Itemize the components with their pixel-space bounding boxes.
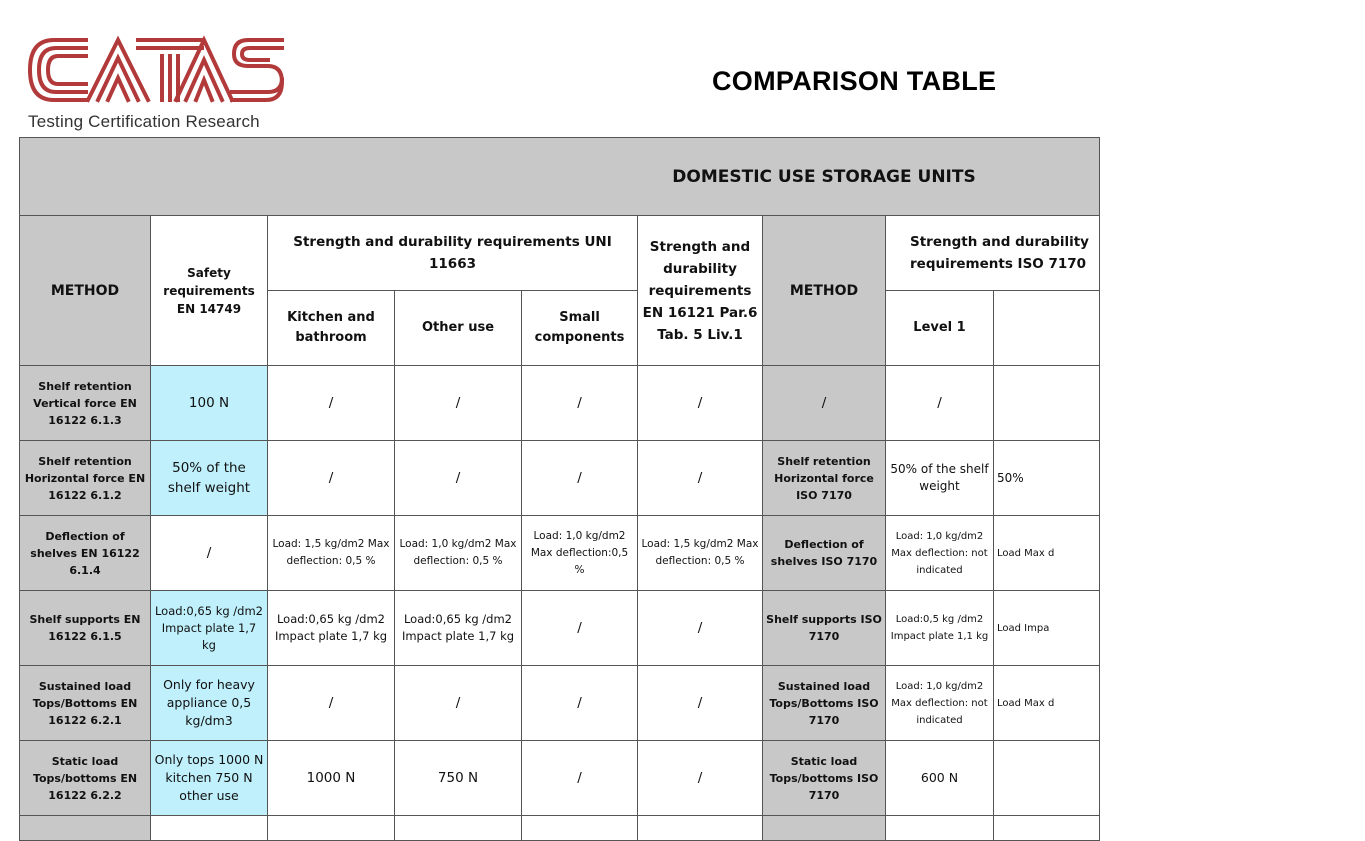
row-method2 — [763, 816, 886, 841]
table-row — [20, 366, 1100, 441]
row-method2: Shelf retention Horizontal force ISO 7170 — [763, 441, 886, 516]
row-kitchen: Load:0,65 kg /dm2 Impact plate 1,7 kg — [268, 591, 395, 666]
row-method2: / — [763, 366, 886, 441]
row-small: / — [522, 666, 638, 741]
row-small — [522, 816, 638, 841]
row-small: / — [522, 366, 638, 441]
uni-sub-small: Small components — [522, 291, 638, 366]
iso-header: Strength and durability requirements ISO 7170 — [886, 216, 1100, 291]
iso-sub-level1: Level 1 — [886, 291, 994, 366]
table-row-partial — [20, 816, 1100, 841]
uni-header: Strength and durability requirements UNI 11663 — [268, 216, 638, 291]
row-safety: Only tops 1000 N kitchen 750 N other use — [151, 741, 268, 816]
row-kitchen: 1000 N — [268, 741, 395, 816]
row-level2: Load Max d — [994, 516, 1100, 591]
row-safety: / — [151, 516, 268, 591]
method2-header: METHOD — [763, 216, 886, 366]
row-level1 — [886, 816, 994, 841]
table-row — [20, 516, 1100, 591]
row-method: Shelf supports EN 16122 6.1.5 — [20, 591, 151, 666]
row-method: Deflection of shelves EN 16122 6.1.4 — [20, 516, 151, 591]
row-kitchen — [268, 816, 395, 841]
row-level2 — [994, 816, 1100, 841]
row-safety — [151, 816, 268, 841]
table-banner — [20, 138, 1100, 216]
row-other: / — [395, 666, 522, 741]
row-en16121 — [638, 816, 763, 841]
method-header: METHOD — [20, 216, 151, 366]
row-en16121: Load: 1,5 kg/dm2 Max deflection: 0,5 % — [638, 516, 763, 591]
row-safety: Only for heavy appliance 0,5 kg/dm3 — [151, 666, 268, 741]
row-kitchen: Load: 1,5 kg/dm2 Max deflection: 0,5 % — [268, 516, 395, 591]
table-row — [20, 591, 1100, 666]
row-safety: 50% of the shelf weight — [151, 441, 268, 516]
row-small: Load: 1,0 kg/dm2 Max deflection:0,5 % — [522, 516, 638, 591]
row-method2: Deflection of shelves ISO 7170 — [763, 516, 886, 591]
uni-sub-other: Other use — [395, 291, 522, 366]
uni-sub-kitchen: Kitchen and bathroom — [268, 291, 395, 366]
row-en16121: / — [638, 741, 763, 816]
row-level2: Load Impa — [994, 591, 1100, 666]
row-level1: 600 N — [886, 741, 994, 816]
row-level2 — [994, 366, 1100, 441]
row-kitchen: / — [268, 666, 395, 741]
catas-logo — [26, 30, 286, 138]
row-level1: / — [886, 366, 994, 441]
row-level1: 50% of the shelf weight — [886, 441, 994, 516]
banner-text: DOMESTIC USE STORAGE UNITS — [672, 166, 976, 187]
row-other: / — [395, 441, 522, 516]
catas-logo-graphic — [26, 30, 286, 110]
row-method2: Sustained load Tops/Bottoms ISO 7170 — [763, 666, 886, 741]
row-small: / — [522, 741, 638, 816]
comparison-table — [19, 137, 1100, 841]
row-small: / — [522, 441, 638, 516]
table-row — [20, 741, 1100, 816]
row-method: Shelf retention Horizontal force EN 16122 6.1.2 — [20, 441, 151, 516]
row-method: Sustained load Tops/Bottoms EN 16122 6.2.1 — [20, 666, 151, 741]
row-method: Shelf retention Vertical force EN 16122 6.1.3 — [20, 366, 151, 441]
iso-sub-level2 — [994, 291, 1100, 366]
row-method: Static load Tops/bottoms EN 16122 6.2.2 — [20, 741, 151, 816]
table-row — [20, 441, 1100, 516]
row-level1: Load: 1,0 kg/dm2 Max deflection: not indicated — [886, 666, 994, 741]
page-title: COMPARISON TABLE — [712, 66, 997, 96]
row-other: 750 N — [395, 741, 522, 816]
row-en16121: / — [638, 441, 763, 516]
row-safety: 100 N — [151, 366, 268, 441]
row-level1: Load:0,5 kg /dm2 Impact plate 1,1 kg — [886, 591, 994, 666]
row-en16121: / — [638, 591, 763, 666]
row-safety: Load:0,65 kg /dm2 Impact plate 1,7 kg — [151, 591, 268, 666]
row-method — [20, 816, 151, 841]
table-row — [20, 666, 1100, 741]
row-method2: Shelf supports ISO 7170 — [763, 591, 886, 666]
row-other: Load:0,65 kg /dm2 Impact plate 1,7 kg — [395, 591, 522, 666]
row-en16121: / — [638, 666, 763, 741]
row-kitchen: / — [268, 366, 395, 441]
logo-tagline: Testing Certification Research — [28, 112, 260, 131]
row-level2: Load Max d — [994, 666, 1100, 741]
row-level1: Load: 1,0 kg/dm2 Max deflection: not indicated — [886, 516, 994, 591]
row-level2: 50% — [994, 441, 1100, 516]
row-en16121: / — [638, 366, 763, 441]
row-other: Load: 1,0 kg/dm2 Max deflection: 0,5 % — [395, 516, 522, 591]
row-other — [395, 816, 522, 841]
en16121-header: Strength and durability requirements EN 16121 Par.6 Tab. 5 Liv.1 — [638, 216, 763, 366]
row-small: / — [522, 591, 638, 666]
row-kitchen: / — [268, 441, 395, 516]
row-method2: Static load Tops/bottoms ISO 7170 — [763, 741, 886, 816]
safety-header: Safety requirements EN 14749 — [151, 216, 268, 366]
row-other: / — [395, 366, 522, 441]
row-level2 — [994, 741, 1100, 816]
